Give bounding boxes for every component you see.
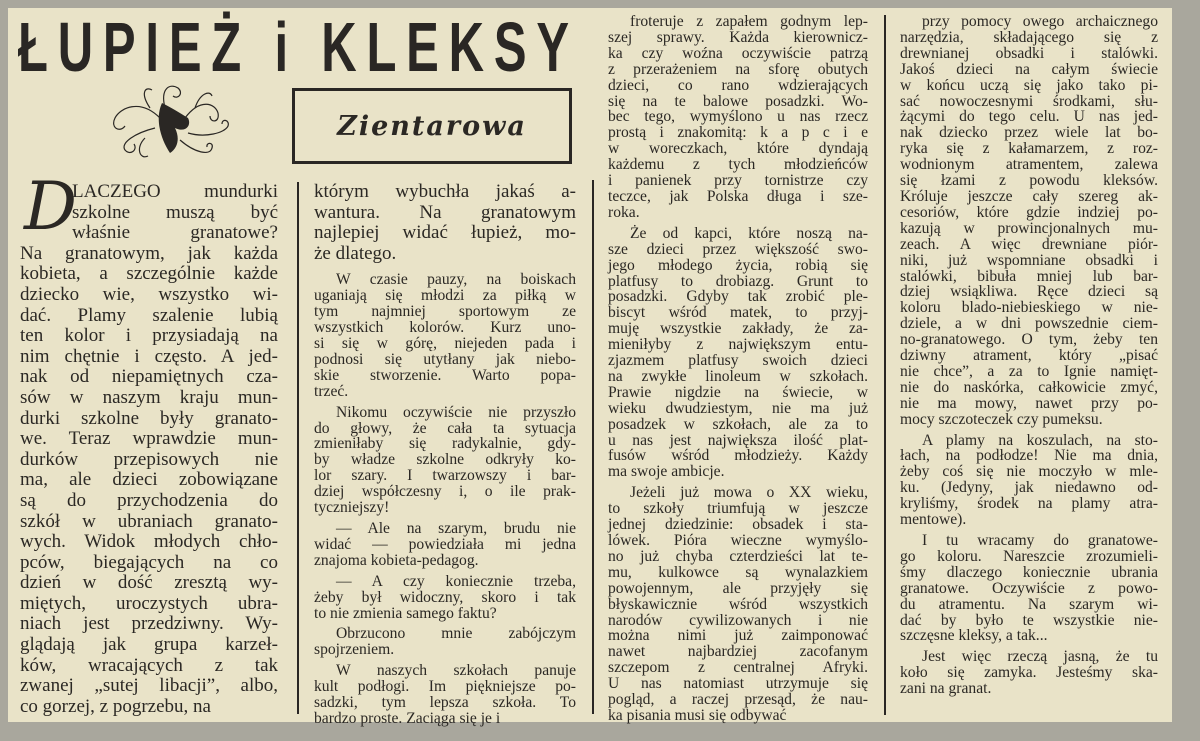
- text-line: muję wszystkie zakłady, że za-: [608, 320, 868, 338]
- text-line: wych. Widok młodych chło-: [20, 531, 278, 553]
- text-line: zjazmem platfusy swoich dzieci: [608, 352, 868, 370]
- paragraph: [314, 626, 576, 658]
- text-line: ków, wracających z tak: [20, 654, 278, 676]
- paragraph: [314, 521, 576, 569]
- paragraph: [608, 226, 868, 481]
- text-line: durków przepisowych nie: [20, 448, 278, 470]
- text-line: Na granatowym, jak każda: [20, 242, 278, 264]
- text-line: zani na granat.: [900, 680, 992, 698]
- text-line: że dlatego.: [314, 242, 397, 264]
- text-line: A plamy na koszulach, na sto-: [922, 431, 1158, 449]
- text-line: koloru blado-niebieskiego w nie-: [900, 299, 1158, 317]
- text-line: to szkoły triumfują w jeszcze: [608, 500, 868, 518]
- article-column-3: [608, 14, 868, 729]
- paragraph: [314, 574, 576, 622]
- text-line: dziele, a w dni powszednie ciem-: [900, 315, 1158, 333]
- text-line: nak dziecko przez wiele lat bo-: [900, 124, 1158, 142]
- text-line: Że od kapci, które noszą na-: [630, 224, 868, 242]
- paragraph: [900, 14, 1158, 428]
- paragraph: [900, 649, 1158, 697]
- text-line: miętych, uroczystych ubra-: [20, 592, 278, 614]
- text-line: Jest więc rzeczą jasną, że tu: [922, 648, 1158, 666]
- text-line: jednej dziedzinie: obsadek i sta-: [608, 516, 868, 534]
- text-line: szczepom z centralnej Afryki.: [608, 659, 868, 677]
- text-line: W naszych szkołach panuje: [336, 662, 576, 680]
- paragraph: [20, 182, 278, 717]
- text-line: można nimi już zaimponować: [608, 627, 868, 645]
- text-line: pogląd, a raczej przesąd, że nau-: [608, 691, 868, 709]
- text-line: dzieci, co rano wdzierających: [608, 76, 868, 94]
- text-line: szkolne muszą być: [72, 201, 278, 223]
- text-line: prostą i znakomitą: k a p c i e: [608, 124, 868, 142]
- text-line: mocy szczoteczek czy pumeksu.: [900, 410, 1103, 428]
- text-line: do głowy, że cała ta sytuacja: [314, 419, 576, 437]
- text-line: wantura. Na granatowym: [314, 201, 576, 223]
- text-line: mieniłyby z największym entu-: [608, 336, 868, 354]
- text-line: zwanej „sutej libacji”, albo,: [20, 675, 278, 697]
- text-line: wszystkich kolorów. Kurz uno-: [314, 319, 576, 337]
- text-line: LACZEGO mundurki: [72, 181, 278, 202]
- text-line: zmieniłaby się radykalnie, gdy-: [314, 435, 576, 453]
- text-line: I tu wracamy do granatowe-: [922, 532, 1158, 549]
- text-line: posadzek w szkołach, ale za to: [608, 415, 868, 433]
- text-line: glądają jak grupa karzeł-: [20, 634, 278, 656]
- text-line: no już chyba czterdzieści lat te-: [608, 547, 868, 565]
- text-line: by władze szkolne odkryły ko-: [314, 451, 576, 469]
- text-line: fusów wśród młodzieży. Każdy: [608, 447, 868, 465]
- paragraph: [900, 533, 1158, 644]
- text-line: którym wybuchła jakaś a-: [314, 181, 576, 202]
- text-line: froteruje z zapałem godnym lep-: [630, 13, 868, 30]
- text-line: nie do naskórka, całkowicie zmyć,: [900, 378, 1158, 396]
- text-line: koło się zamyka. Jesteśmy ska-: [900, 664, 1158, 682]
- text-line: przy pomocy owego archaicznego: [922, 13, 1158, 30]
- text-line: — A czy koniecznie trzeba,: [336, 572, 576, 590]
- text-line: u nas jest największa ilość plat-: [608, 431, 868, 449]
- author-box: [292, 88, 572, 164]
- article-column-4: [900, 14, 1158, 702]
- text-line: w woreczkach, które dyndają: [608, 140, 868, 158]
- text-line: w końcu uczą się jako tako pi-: [900, 76, 1158, 94]
- text-line: Jakoś dzieci na całym świecie: [900, 60, 1158, 78]
- text-line: nie ma mowy, nawet przy po-: [900, 394, 1158, 412]
- text-line: du atramentu. Na szarym wi-: [900, 595, 1158, 613]
- text-line: go koloru. Nareszcie zrozumieli-: [900, 547, 1158, 565]
- text-line: się łzami z powodu kleksów.: [900, 172, 1158, 190]
- text-line: żeby coś się nie moczyło w mle-: [900, 463, 1158, 481]
- text-line: dziej współczesny i, o ile prak-: [314, 483, 576, 501]
- paragraph: [314, 663, 576, 727]
- text-line: W czasie pauzy, na boiskach: [336, 271, 576, 289]
- column-divider: [297, 182, 299, 714]
- text-line: teczce, jak Polska długa i sze-: [608, 187, 868, 205]
- paragraph: [314, 272, 576, 399]
- text-line: sów w naszym kraju mun-: [20, 386, 278, 408]
- text-line: szkół w ubraniach granato-: [20, 510, 278, 532]
- text-line: kryliśmy, środek na plamy atra-: [900, 495, 1158, 513]
- text-line: ka czy woźna oczywiście patrzą: [608, 44, 868, 62]
- text-line: granatowe. Oczywiście z powo-: [900, 579, 1158, 597]
- text-line: posadzki. Gdyby tak zrobić ple-: [608, 288, 868, 306]
- text-line: Jeżeli już mowa o XX wieku,: [630, 484, 868, 502]
- text-line: — Ale na szarym, brudu nie: [336, 519, 576, 537]
- text-line: drewnianej obsadki i stalówki.: [900, 44, 1158, 62]
- paragraph: [608, 14, 868, 221]
- butterfly-ornament-icon: [100, 78, 240, 163]
- text-line: wodnionym atramentem, zalewa: [900, 156, 1158, 174]
- text-line: ku. (Jedyny, jak niedawno od-: [900, 479, 1158, 497]
- column-divider: [592, 180, 594, 714]
- text-line: nim chętnie i często. A jed-: [20, 345, 278, 367]
- text-line: dzień w dość zresztą wy-: [20, 572, 278, 594]
- text-line: sadzki, tym lepsza szkoła. To: [314, 694, 576, 712]
- article-column-1: [20, 168, 278, 721]
- text-line: tym najmniej sportowym ze: [314, 303, 576, 321]
- text-line: niach jest przedziwny. Wy-: [20, 613, 278, 635]
- text-line: no-granatowego. O tym, żeby ten: [900, 331, 1158, 349]
- text-line: Obrzucono mnie zabójczym: [336, 625, 576, 643]
- text-line: sać nowoczesnymi środkami, słu-: [900, 92, 1158, 110]
- text-line: U nas natomiast utrzymuje się: [608, 675, 868, 693]
- text-line: kobieta, a szczególnie każde: [20, 263, 278, 285]
- column-divider: [884, 15, 886, 715]
- text-line: żącymi do tego celu. U nas jed-: [900, 108, 1158, 126]
- text-line: błyskawicznie wśród wszystkich: [608, 595, 868, 613]
- text-line: Nikomu oczywiście nie przyszło: [336, 403, 576, 421]
- text-line: skie stworzenie. Warto popa-: [314, 366, 576, 384]
- text-line: cesoriów, które gdzie indziej po-: [900, 203, 1158, 221]
- text-line: ten kolor i przysiadają na: [20, 325, 278, 347]
- text-line: dać. Plamy szalenie lubią: [20, 304, 278, 326]
- text-line: wieku dwudziestym, nie ma już: [608, 399, 868, 417]
- paragraph: [314, 405, 576, 516]
- text-line: szczęsne kleksy, a tak...: [900, 627, 1048, 645]
- text-line: bardzo proste. Zaciąga się je i: [314, 709, 501, 727]
- text-line: łach, na podłodze! Nie ma dnia,: [900, 447, 1158, 465]
- text-line: ryka się z kałamarzem, z roz-: [900, 140, 1158, 158]
- paragraph: [608, 485, 868, 724]
- text-line: śmy dlaczego koniecznie ubrania: [900, 563, 1158, 581]
- text-line: ka pisania musi się odbywać: [608, 706, 787, 724]
- author-name: Zientarowa: [337, 110, 527, 142]
- paragraph: [314, 182, 576, 264]
- text-line: lówek. Pióra wieczne wymyślo-: [608, 532, 868, 549]
- text-line: nawet najbardziej zacofanym: [608, 643, 868, 661]
- text-line: mu, kulkowce są wynalazkiem: [608, 563, 868, 581]
- text-line: narzędzia, składającego się z: [900, 28, 1158, 46]
- text-line: ma swoje ambicje.: [608, 463, 725, 481]
- text-line: z przerażeniem na sforę obutych: [608, 60, 868, 78]
- text-line: dziwny atrament, który „pisać: [900, 347, 1158, 365]
- text-line: we. Teraz wprawdzie mun-: [20, 428, 278, 450]
- text-line: żeby był widoczny, skoro i tak: [314, 588, 576, 606]
- text-line: widać — powiedziała mi jedna: [314, 535, 576, 553]
- text-line: każdemu z tych młodzieńców: [608, 156, 868, 174]
- text-line: właśnie granatowe?: [72, 222, 278, 244]
- text-line: kult podłogi. Im piękniejsze po-: [314, 678, 576, 696]
- text-line: podnosi się utytłany jak niebo-: [314, 350, 576, 368]
- text-line: roka.: [608, 203, 640, 221]
- text-line: na zwykłe linoleum w szkołach.: [608, 367, 868, 385]
- text-line: to nie zmienia samego faktu?: [314, 604, 497, 622]
- article-title: ŁUPIEŻ i KLEKSY: [18, 8, 579, 86]
- text-line: są do przychodzenia do: [20, 489, 278, 511]
- text-line: stalówki, bibuła mniej lub bar-: [900, 267, 1158, 285]
- text-line: się na te balowe posadzki. Wo-: [608, 92, 868, 110]
- text-line: biscyt wśród matek, to przyj-: [608, 304, 868, 322]
- drop-cap: D: [24, 168, 77, 245]
- text-line: lor szary. I twarzowszy i bar-: [314, 467, 576, 485]
- text-line: ma, ale dzieci zobowiązane: [20, 469, 278, 491]
- text-line: znajoma kobieta-pedagog.: [314, 551, 479, 569]
- text-line: i panienek przy tornistrze czy: [608, 172, 868, 190]
- text-line: nie chce”, a za to Ignie namięt-: [900, 362, 1158, 380]
- text-line: niki, już wspomniane obsadki i: [900, 251, 1158, 269]
- text-line: bec tego, wymyślono u nas rzecz: [608, 108, 868, 126]
- text-line: pców, biegających na co: [20, 551, 278, 573]
- text-line: kazują w prowincjonalnych mu-: [900, 219, 1158, 237]
- text-line: narodów cywilizowanych i nie: [608, 611, 868, 629]
- text-line: Prawie nigdzie na świecie, w: [608, 383, 868, 401]
- paragraph: [900, 433, 1158, 528]
- text-line: powojennym, ale przyjęły się: [608, 579, 868, 597]
- text-line: mentowe).: [900, 511, 967, 529]
- article-column-2: [314, 180, 576, 732]
- text-line: spojrzeniem.: [314, 641, 395, 659]
- text-line: dać by było te wszystkie nie-: [900, 611, 1158, 629]
- text-line: jego młodego życia, robią się: [608, 256, 868, 274]
- text-line: tyczniejszy!: [314, 499, 390, 517]
- text-line: najlepiej widać łupież, mo-: [314, 222, 576, 244]
- text-line: zeach. A więc drewniane piór-: [900, 235, 1158, 253]
- text-line: dziej wsiąkliwa. Ręce dzieci są: [900, 283, 1158, 301]
- text-line: co gorzej, z pogrzebu, na: [20, 695, 211, 717]
- text-line: durki szkolne były granato-: [20, 407, 278, 429]
- text-line: nak od niepamiętnych cza-: [20, 366, 278, 388]
- text-line: uganiają się młodzi za piłką w: [314, 287, 576, 305]
- text-line: sze dzieci przez większość swo-: [608, 240, 868, 258]
- text-line: si się w górę, niejeden pada i: [314, 335, 576, 352]
- text-line: szej sprawy. Każda kierownicz-: [608, 28, 868, 46]
- text-line: Króluje jeszcze cały szereg ak-: [900, 187, 1158, 205]
- text-line: platfusy to drobiazg. Grunt to: [608, 272, 868, 290]
- text-line: trzeć.: [314, 382, 349, 400]
- text-line: dziecko wie, wszystko wi-: [20, 283, 278, 305]
